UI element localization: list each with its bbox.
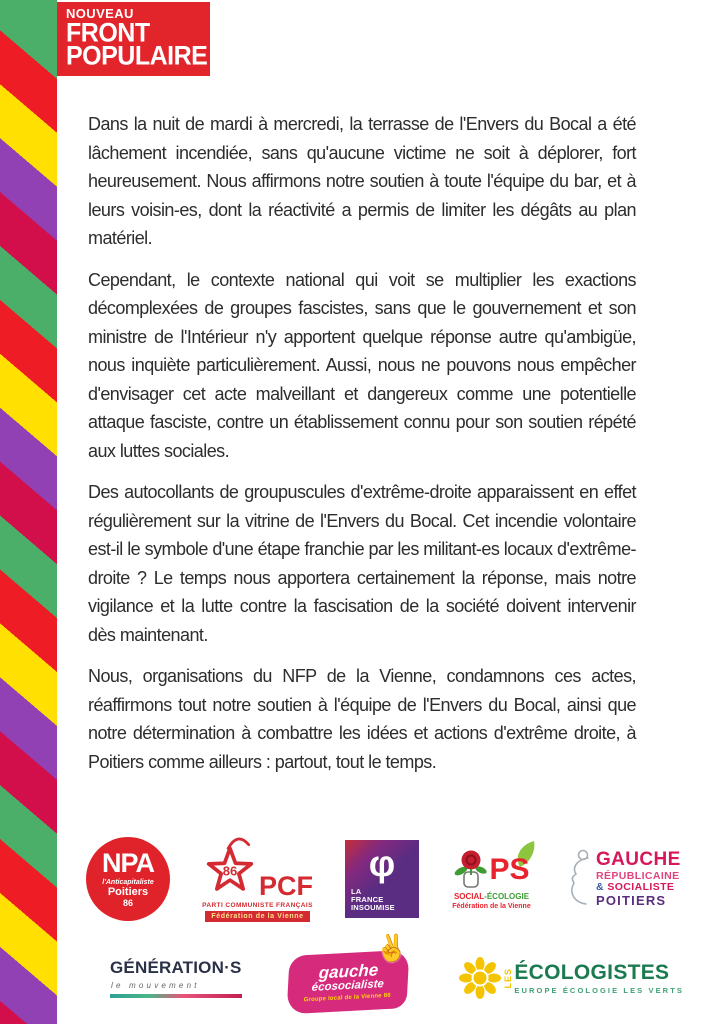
grs-logo-ampersand: & [596,881,604,894]
lfi-logo-line1: LA [351,886,362,896]
communique-paragraph: Dans la nuit de mardi à mercredi, la terrasse de l'Envers du Bocal a été lâchement incendiée, sans qu'aucune victime ne soit à déplorer, fort heureusement. Nous affirmons notre soutien à toute l'équipe du bar, et à leurs voisin-es, dont la réactivité a permis de limiter les dégâts au plan matériel. [88,114,636,248]
ps-logo-ecologie: -ÉCOLOGIE [484,891,530,901]
france-insoumise-logo [345,840,419,918]
nfp-logo-line3: POPULAIRE [66,40,208,72]
grs-logo-line2: RÉPUBLICAINE [596,869,680,882]
nouveau-front-populaire-logo [57,2,210,76]
generations-logo-name: GÉNÉRATION·S [110,958,242,977]
grs-logo-line3: SOCIALISTE [607,881,675,894]
lfi-logo-line2: FRANCE [351,894,384,904]
grs-logo-city: POITIERS [596,893,667,909]
gauche-ecosocialiste-line2: écosocialiste [311,977,384,994]
phi-icon: φ [368,843,396,884]
ps-rose-icon [453,849,489,891]
sunflower-icon [459,957,501,999]
ps-logo [446,849,538,910]
signatory-logos-row1 [86,834,706,924]
diagonal-stripes-band [0,0,57,1024]
npa-logo-sub: l'Anticapitaliste [102,879,154,887]
pcf-logo [197,837,319,922]
ecologistes-logo-name: ÉCOLOGISTES [514,960,670,984]
nfp-logo-line1: NOUVEAU [66,6,134,21]
grs-marianne-icon [564,848,592,910]
pcf-star-badge: 86 [222,862,238,878]
pcf-star-icon [202,837,258,899]
ps-logo-social: SOCIAL [453,891,485,901]
ecologistes-logo [459,957,684,999]
ps-logo-federation: Fédération de la Vienne [452,902,531,910]
gauche-ecosocialiste-sub: Groupe local de la Vienne 86 [303,993,391,1004]
communique-paragraph: Cependant, le contexte national qui voit se multiplier les exactions décomplexées de groupes fascistes, sans que le gouvernement et son ministre de l'Intérieur n'y apportent quelque réponse autre qu'ambigüe, nous inquiète particulièrement. Aussi, nous ne pouvons nous empêcher d'envisager cet acte malveillant et dangereux comme une potentielle attaque fasciste, contre un établissement connu pour son soutien répété aux luttes sociales. [88,269,636,461]
gauche-ecosocialiste-line1: gauche [318,960,379,983]
grs-logo [564,848,706,910]
npa-logo-dept: 86 [122,897,133,908]
pcf-logo-federation: Fédération de la Vienne [205,911,309,922]
npa-logo [86,837,170,921]
generations-logo-sub: le mouvement [111,981,200,990]
generations-gradient-bar [110,994,242,998]
npa-logo-name: NPA [101,848,154,879]
grs-logo-line1: GAUCHE [596,849,681,871]
gauche-ecosocialiste-logo [288,929,414,1011]
ecologistes-logo-les: LES [503,967,514,989]
pcf-logo-sub: PARTI COMMUNISTE FRANÇAIS [202,901,313,909]
generations-logo [110,958,242,998]
ps-logo-name: PS [489,852,530,886]
pcf-logo-name: PCF [259,871,313,902]
nfp-logo-line2: FRONT [66,17,150,48]
ecologistes-logo-sub: EUROPE ÉCOLOGIE LES VERTS [514,985,684,995]
communique-paragraph: Des autocollants de groupuscules d'extrême-droite apparaissent en effet régulièrement sur la vitrine de l'Envers du Bocal. Cet incendie volontaire est-il le symbole d'une étape franchie par les militant-es locaux d'extrême-droite ? Le temps nous apportera certainement la réponse, mais notre vigilance et la lutte contre la fascisation de la société doivent intervenir dès maintenant. [88,482,636,645]
communique-paragraph: Nous, organisations du NFP de la Vienne, condamnons ces actes, réaffirmons tout notre soutien à l'équipe de l'Envers du Bocal, ainsi que notre détermination à combattre les idées et actions d'extrême droite, à Poitiers comme ailleurs : partout, tout le temps. [88,666,636,772]
communique-text [88,110,636,789]
lfi-logo-line3: INSOUMISE [351,902,395,912]
signatory-logos-row2 [86,929,706,1018]
peace-hand-icon: ✌ [372,929,411,967]
npa-logo-city: Poitiers [107,886,149,899]
signatory-logos [86,834,706,1018]
